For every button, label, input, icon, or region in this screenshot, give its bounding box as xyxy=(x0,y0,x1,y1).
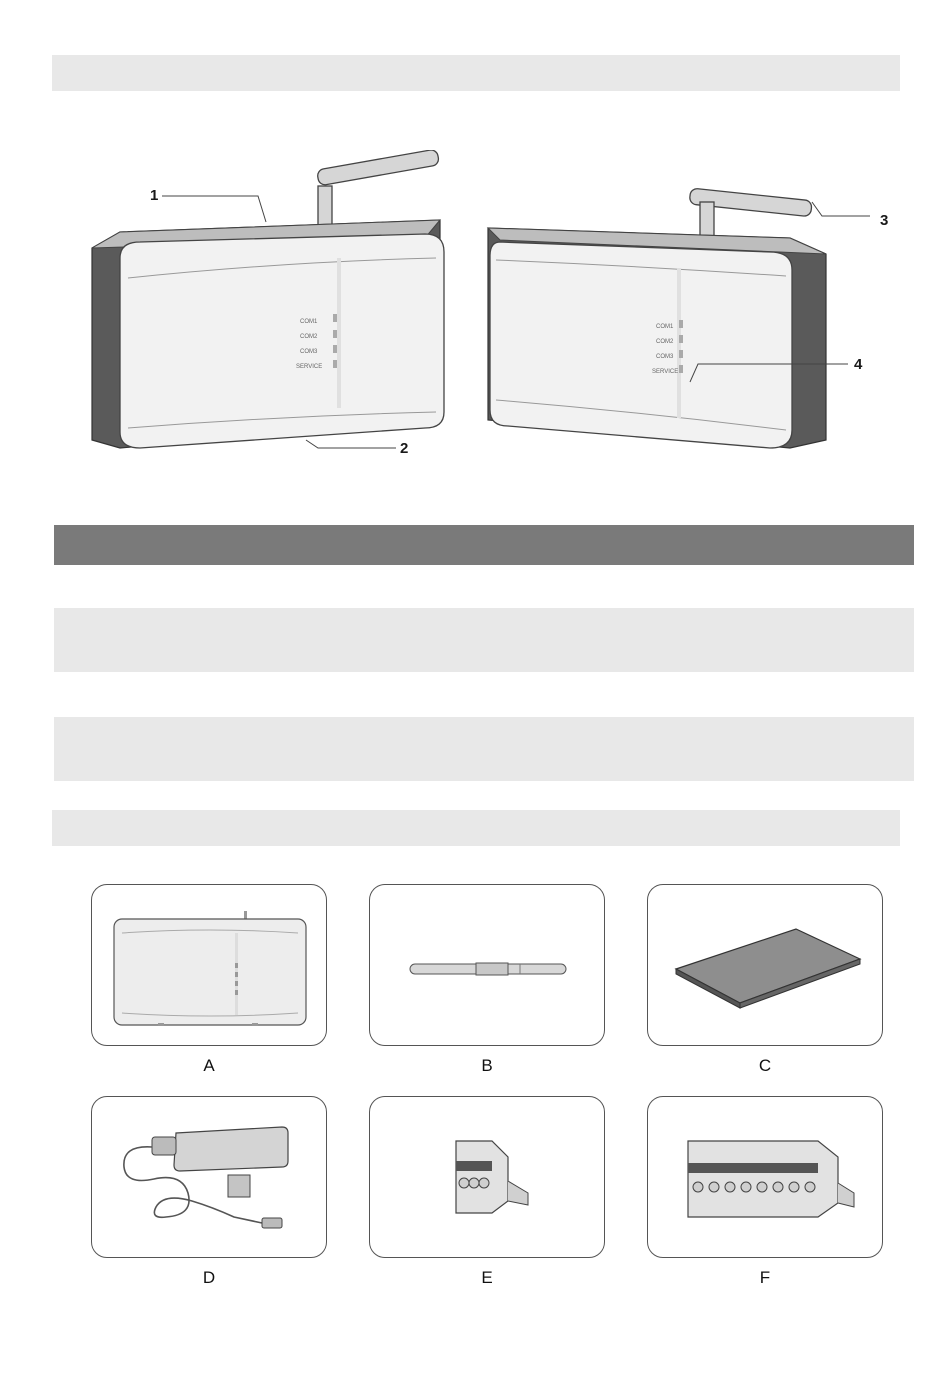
item-card-f xyxy=(647,1096,883,1258)
power-adapter-icon xyxy=(92,1097,327,1258)
item-card-b xyxy=(369,884,605,1046)
terminal-block-8pin-icon xyxy=(648,1097,883,1258)
item-card-c xyxy=(647,884,883,1046)
antenna-icon xyxy=(370,885,605,1046)
svg-text:SERVICE: SERVICE xyxy=(296,364,323,370)
callout-4: 4 xyxy=(854,356,863,373)
info-band-1 xyxy=(54,608,914,672)
item-label-f: F xyxy=(759,1268,771,1287)
callout-3: 3 xyxy=(880,212,889,229)
svg-text:COM2: COM2 xyxy=(656,339,674,345)
svg-text:COM2: COM2 xyxy=(300,334,318,340)
svg-text:COM1: COM1 xyxy=(656,324,674,330)
item-label-d: D xyxy=(202,1268,216,1287)
item-label-b: B xyxy=(481,1056,493,1075)
item-card-e xyxy=(369,1096,605,1258)
item-label-c: C xyxy=(758,1056,772,1075)
item-card-a xyxy=(91,884,327,1046)
device-front-icon xyxy=(92,885,327,1046)
section-header-band xyxy=(54,525,914,565)
terminal-block-3pin-icon xyxy=(370,1097,605,1258)
svg-text:COM3: COM3 xyxy=(656,354,674,360)
manual-booklet-icon xyxy=(648,885,883,1046)
contents-header-band xyxy=(52,810,900,846)
svg-text:COM3: COM3 xyxy=(300,349,318,355)
svg-text:COM1: COM1 xyxy=(300,319,318,325)
device-illustration xyxy=(0,150,950,470)
item-card-d xyxy=(91,1096,327,1258)
callout-2: 2 xyxy=(400,440,409,457)
callout-1: 1 xyxy=(150,187,159,204)
svg-text:SERVICE: SERVICE xyxy=(652,369,679,375)
item-label-a: A xyxy=(203,1056,215,1075)
info-band-2 xyxy=(54,717,914,781)
item-label-e: E xyxy=(481,1268,493,1287)
header-band-top xyxy=(52,55,900,91)
device-left-view xyxy=(92,150,444,448)
device-right-view xyxy=(488,188,870,448)
